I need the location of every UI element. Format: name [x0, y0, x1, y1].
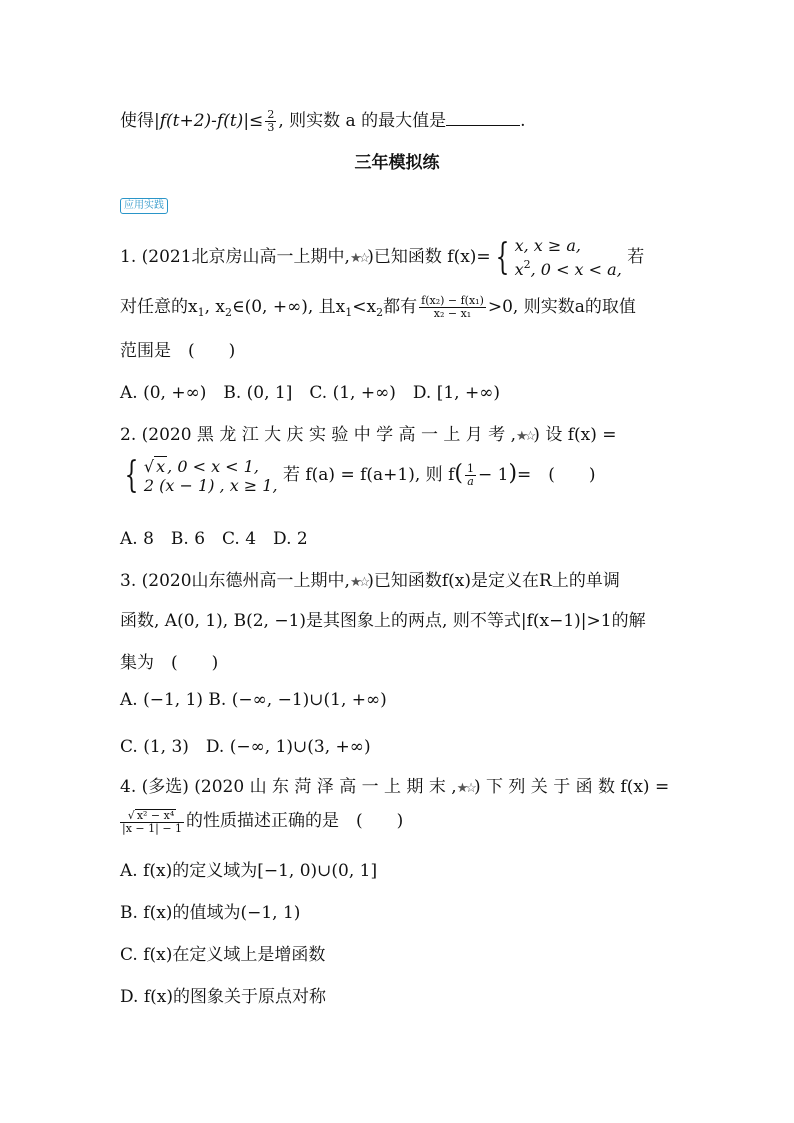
- q3-options-cd[interactable]: C. (1, 3) D. (−∞, 1)∪(3, +∞): [120, 737, 371, 757]
- prev-prefix: 使得|: [120, 111, 160, 131]
- prev-rel: |≤: [243, 111, 264, 131]
- q1-line1: 1. (2021北京房山高一上期中,★☆)已知函数 f(x)= { x, x ≥ a, $x^2$, 0 < x < a, 若: [120, 236, 645, 279]
- q1-fraction: $\frac{\text{f(x₂) − f(x₁)}}{\text{x₂ − x₁}}$: [421, 294, 484, 320]
- q4-option-a[interactable]: A. f(x)的定义域为[−1, 0)∪(0, 1]: [120, 861, 378, 881]
- prev-problem-line: 使得|f(t+2)-f(t)|≤ $\frac{2}{3}$ , 则实数 a 的最大值是 .: [120, 108, 526, 134]
- q4-line1: 4. (多选) (2020 山 东 菏 泽 高 一 上 期 末 ,★☆) 下 列 关 于 函 数 f(x) =: [120, 777, 670, 797]
- difficulty-stars-icon: ★☆: [349, 575, 368, 590]
- prev-fraction: $\frac{2}{3}$: [267, 108, 275, 134]
- q1-line3: 范围是 ( ): [120, 341, 236, 361]
- q1-line2: 对任意的$x_1$, $x_2\in(0$, +∞), 且$x_1<x_2$都有 $\frac{\text{f(x₂) − f(x₁)}}{\text{x₂ − x₁}}$ >0, 则实数a的取值: [120, 294, 636, 320]
- answer-blank[interactable]: [446, 111, 520, 126]
- q4-option-b[interactable]: B. f(x)的值域为(−1, 1): [120, 903, 301, 923]
- q2-options[interactable]: A. 8 B. 6 C. 4 D. 2: [120, 529, 308, 549]
- q3-line2: 函数, A(0, 1), B(2, −1)是其图象上的两点, 则不等式|f(x−1)|>1的解: [120, 611, 646, 631]
- brace-icon: {: [495, 236, 510, 278]
- q2-line1: 2. (2020 黑 龙 江 大 庆 实 验 中 学 高 一 上 月 考 ,★☆) 设 f(x) =: [120, 425, 617, 445]
- q3-line3: 集为 ( ): [120, 653, 219, 673]
- q2-fraction: $\frac{1}{a}$: [466, 462, 474, 488]
- prev-suffix: , 则实数 a 的最大值是: [278, 111, 447, 131]
- q3-line1: 3. (2020山东德州高一上期中,★☆)已知函数f(x)是定义在R上的单调: [120, 571, 620, 591]
- prev-expr: f(t+2)-f(t): [159, 111, 244, 131]
- brace-icon: {: [124, 454, 139, 496]
- q1-cases: x, x ≥ a, $x^2$, 0 < x < a,: [514, 236, 622, 279]
- section-title: 三年模拟练: [354, 153, 440, 173]
- q4-line2: $\frac{\text{√ x² − x⁴}}{|x - 1| - 1}$ 的性质描述正确的是 ( ): [122, 808, 404, 835]
- difficulty-stars-icon: ★☆: [515, 429, 534, 444]
- q3-options-ab[interactable]: A. (−1, 1) B. (−∞, −1)∪(1, +∞): [120, 690, 387, 710]
- q4-option-d[interactable]: D. f(x)的图象关于原点对称: [120, 987, 326, 1007]
- q4-fraction: $\frac{\text{√ x² − x⁴}}{|x - 1| - 1}$: [122, 808, 183, 835]
- section-tag: 应用实践: [120, 198, 168, 214]
- q4-option-c[interactable]: C. f(x)在定义域上是增函数: [120, 945, 326, 965]
- difficulty-stars-icon: ★☆: [456, 781, 474, 796]
- q1-options[interactable]: A. (0, +∞) B. (0, 1] C. (1, +∞) D. [1, +∞): [120, 383, 501, 403]
- q2-cases: √ x , 0 < x < 1, 2 (x − 1) , x ≥ 1,: [143, 457, 278, 495]
- q2-line2: { √ x , 0 < x < 1, 2 (x − 1) , x ≥ 1, 若 f(a) = f(a+1), 则 f( $\frac{1}{a}$ − 1)= ( ): [124, 454, 596, 496]
- difficulty-stars-icon: ★☆: [349, 251, 368, 266]
